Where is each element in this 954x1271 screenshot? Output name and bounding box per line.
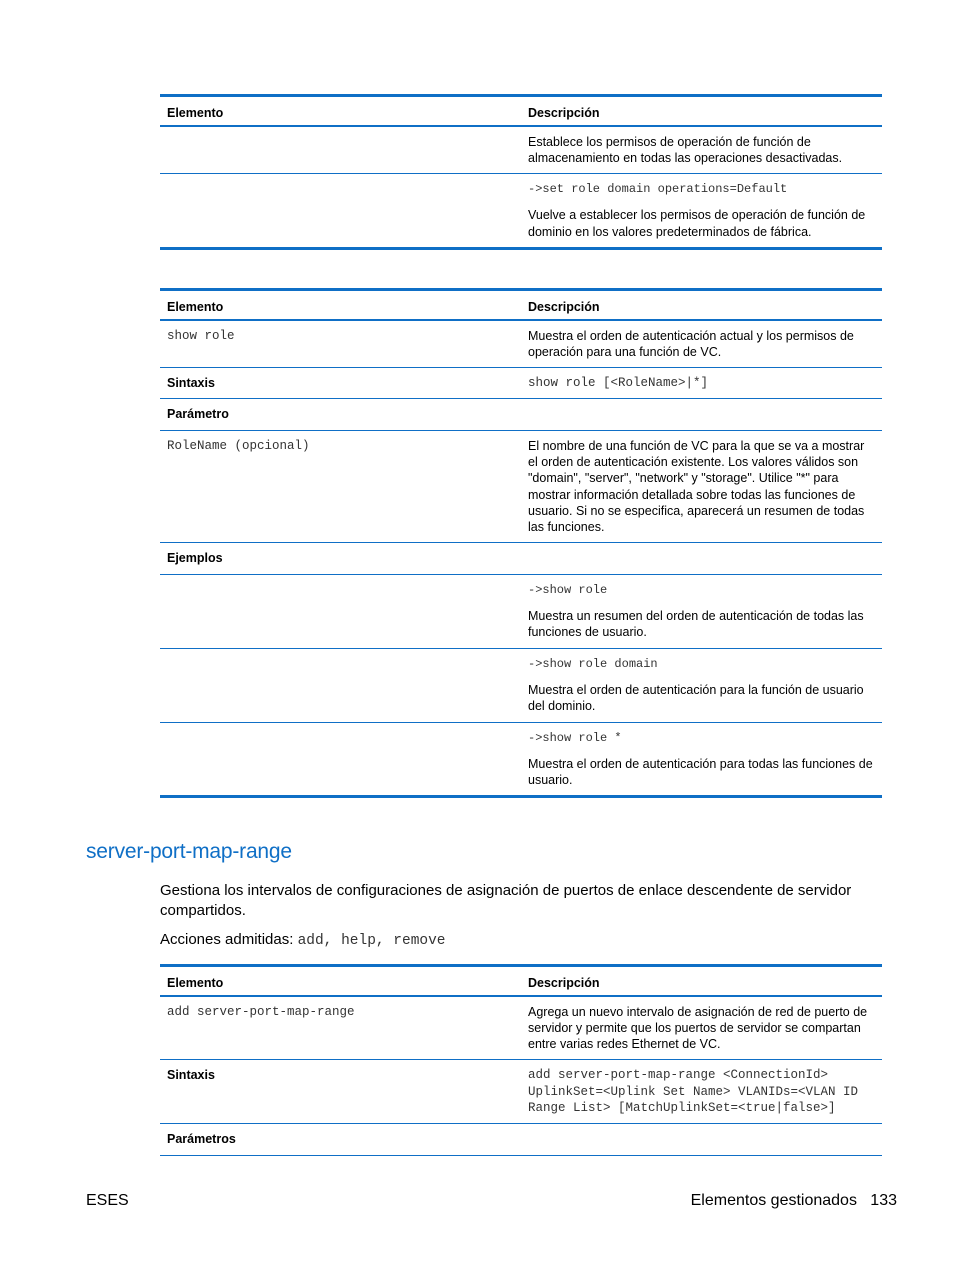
example-command: ->show role * (528, 730, 622, 745)
table-row (160, 648, 882, 722)
section-heading: server-port-map-range (86, 840, 292, 863)
row-description: Muestra el orden de autenticación actual y los permisos de operación para una función de VC. (521, 320, 882, 368)
page-number: 133 (870, 1192, 897, 1209)
table-row (160, 1124, 882, 1155)
row-description: Agrega un nuevo intervalo de asignación de red de puerto de servidor y permite que los puertos de servidor se compartan entre varias redes Ethernet de VC. (521, 996, 882, 1060)
table-row (160, 399, 882, 430)
example-command: ->show role (528, 582, 608, 597)
table-row (160, 1060, 882, 1124)
row-description: Establece los permisos de operación de función de almacenamiento en todas las operaciones desactivadas. (521, 126, 882, 174)
table-row (160, 430, 882, 543)
actions-label: Acciones admitidas (160, 931, 290, 948)
table-row (160, 174, 882, 249)
actions-colon: : (289, 931, 294, 948)
table-row (160, 722, 882, 797)
table-server-port-map-range (160, 964, 882, 1156)
example-description: Muestra el orden de autenticación para todas las funciones de usuario. (528, 756, 873, 788)
footer-locale: ESES (86, 1192, 129, 1209)
parametro-label: Parámetro (160, 399, 521, 430)
footer-title: Elementos gestionados (690, 1192, 857, 1209)
actions-list: add, help, remove (297, 933, 446, 949)
row-description: Vuelve a establecer los permisos de operación de función de dominio en los valores predeterminados de fábrica. (528, 208, 866, 239)
table-row (160, 368, 882, 399)
parametros-label: Parámetros (160, 1124, 521, 1155)
header-elemento: Elemento (160, 290, 521, 320)
table-row (160, 574, 882, 648)
syntax-code: show role [<RoleName>|*] (521, 368, 882, 399)
example-command: ->set role domain operations=Default (528, 182, 788, 197)
example-description: Muestra un resumen del orden de autenticación de todas las funciones de usuario. (528, 609, 864, 640)
table-continued (160, 94, 882, 250)
param-rolename: RoleName (opcional) (160, 430, 521, 543)
element-show-role: show role (160, 320, 521, 368)
footer-section (691, 1192, 897, 1210)
header-descripcion: Descripción (521, 966, 882, 996)
header-descripcion: Descripción (521, 290, 882, 320)
example-command: ->show role domain (528, 656, 658, 671)
table-show-role (160, 288, 882, 798)
table-row (160, 996, 882, 1060)
table-row (160, 320, 882, 368)
syntax-code: add server-port-map-range <ConnectionId> UplinkSet=<Uplink Set Name> VLANIDs=<VLAN ID Range List> [MatchUplinkSet=<true|false>] (521, 1060, 882, 1124)
section-intro: Gestiona los intervalos de configuraciones de asignación de puertos de enlace descendente de servidor compartidos. (160, 882, 852, 919)
example-description: Muestra el orden de autenticación para la función de usuario del dominio. (528, 682, 864, 714)
ejemplos-label: Ejemplos (160, 543, 521, 574)
header-elemento: Elemento (160, 966, 521, 996)
row-description: El nombre de una función de VC para la que se va a mostrar el orden de autenticación existente. Los valores válidos son "domain", "server", "network" y "storage". Utilice "*" para mostrar información detallada sobre todas las funciones de usuario. Si no se especifica, aparecerá un resumen de todas las funciones. (521, 430, 882, 543)
header-elemento: Elemento (160, 96, 521, 126)
sintaxis-label: Sintaxis (160, 1060, 521, 1124)
element-add-server-port-map-range: add server-port-map-range (160, 996, 521, 1060)
table-row (160, 126, 882, 174)
sintaxis-label: Sintaxis (160, 368, 521, 399)
header-descripcion: Descripción (521, 96, 882, 126)
table-row (160, 543, 882, 574)
supported-actions (160, 931, 446, 949)
